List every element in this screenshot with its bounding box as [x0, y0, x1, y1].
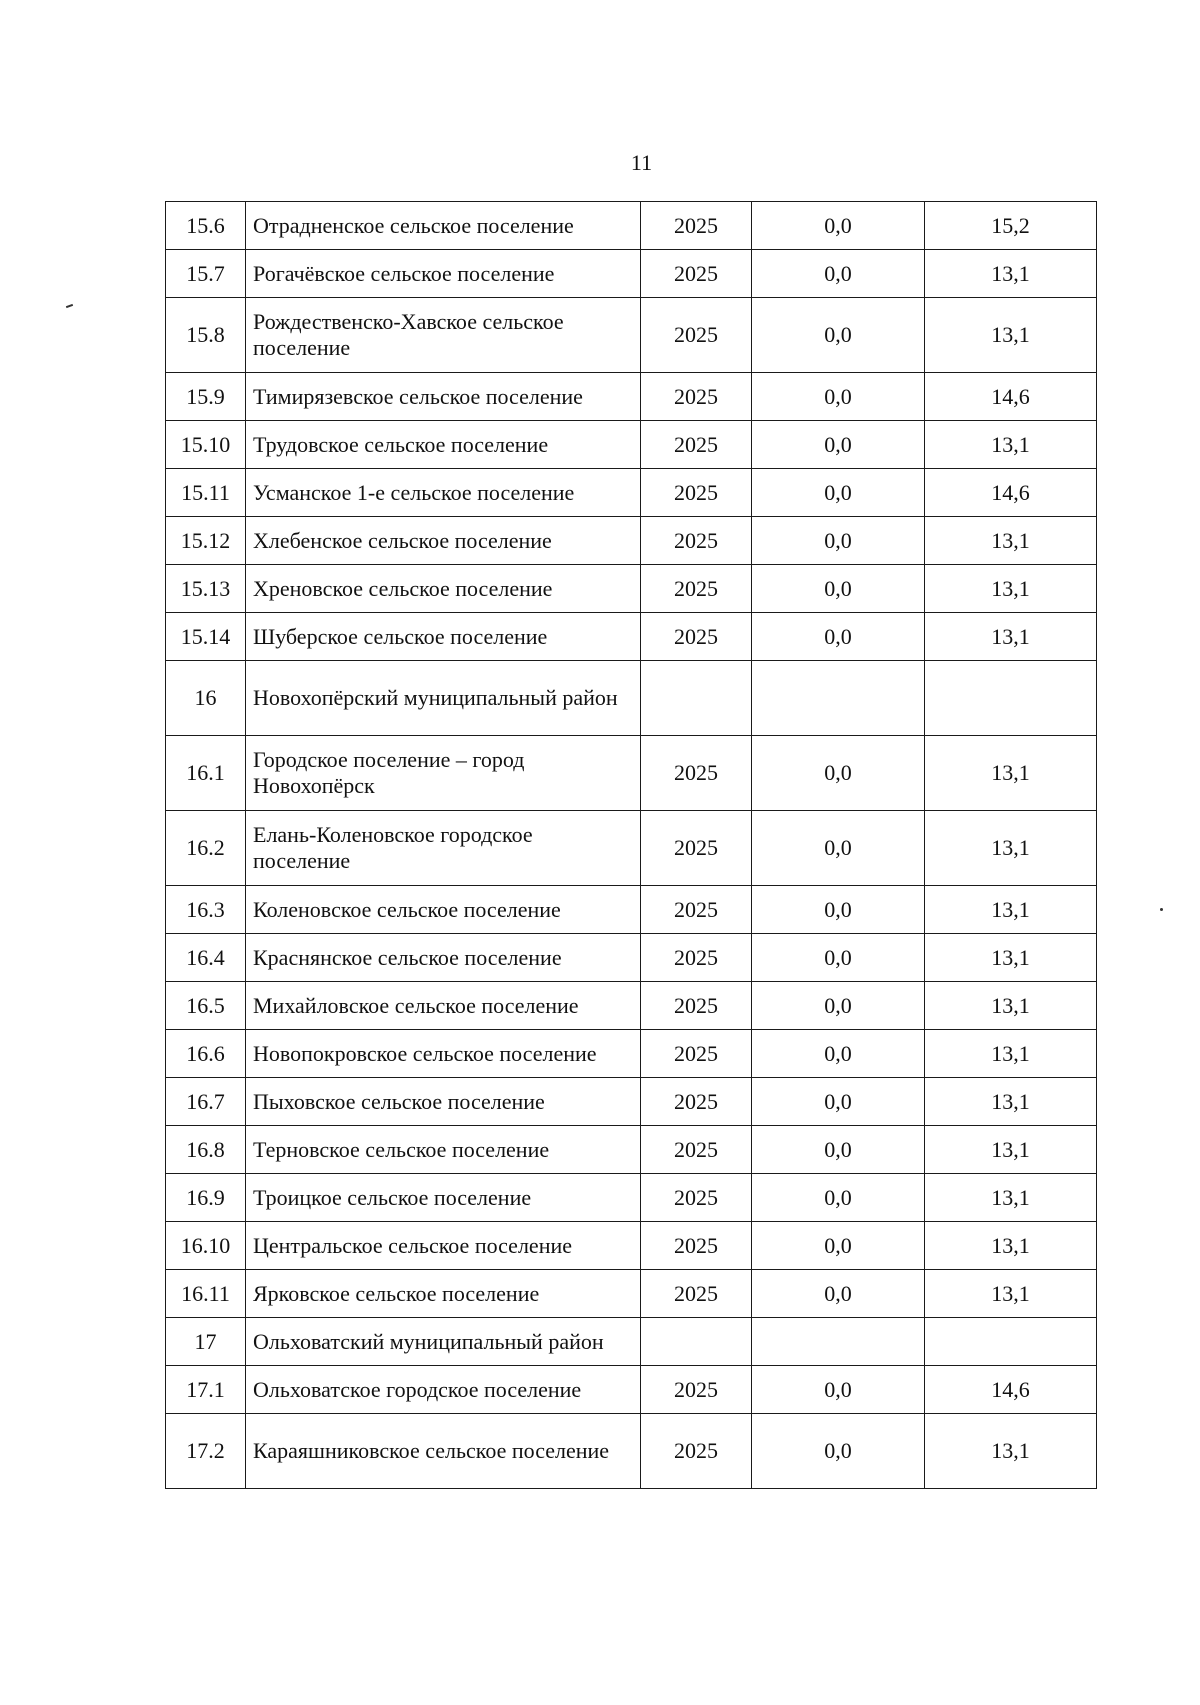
year-cell: 2025 — [641, 202, 752, 250]
scan-mark-right — [1160, 908, 1163, 911]
year-cell: 2025 — [641, 517, 752, 565]
year-cell: 2025 — [641, 1366, 752, 1414]
year-cell: 2025 — [641, 886, 752, 934]
table-row — [166, 517, 1097, 565]
year-cell: 2025 — [641, 736, 752, 811]
settlement-name-cell: Усманское 1-е сельское поселение — [246, 469, 641, 517]
settlement-name-cell: Ольховатский муниципальный район — [246, 1318, 641, 1366]
value-1-cell: 0,0 — [752, 298, 925, 373]
row-number-cell: 15.6 — [166, 202, 246, 250]
value-2-cell — [925, 1318, 1097, 1366]
row-number-cell: 15.12 — [166, 517, 246, 565]
row-number-cell: 15.11 — [166, 469, 246, 517]
settlement-name-cell: Тимирязевское сельское поселение — [246, 373, 641, 421]
table-row — [166, 1126, 1097, 1174]
year-cell: 2025 — [641, 934, 752, 982]
table-row — [166, 373, 1097, 421]
value-2-cell: 13,1 — [925, 934, 1097, 982]
value-2-cell: 13,1 — [925, 1030, 1097, 1078]
year-cell: 2025 — [641, 1030, 752, 1078]
year-cell: 2025 — [641, 1222, 752, 1270]
year-cell: 2025 — [641, 811, 752, 886]
row-number-cell: 15.14 — [166, 613, 246, 661]
row-number-cell: 16.5 — [166, 982, 246, 1030]
value-1-cell: 0,0 — [752, 736, 925, 811]
value-1-cell: 0,0 — [752, 1030, 925, 1078]
row-number-cell: 17 — [166, 1318, 246, 1366]
table-row — [166, 250, 1097, 298]
value-2-cell: 13,1 — [925, 421, 1097, 469]
settlement-name-cell: Рогачёвское сельское поселение — [246, 250, 641, 298]
value-1-cell: 0,0 — [752, 517, 925, 565]
year-cell: 2025 — [641, 1078, 752, 1126]
value-1-cell: 0,0 — [752, 250, 925, 298]
settlement-name-cell: Коленовское сельское поселение — [246, 886, 641, 934]
row-number-cell: 16.8 — [166, 1126, 246, 1174]
year-cell: 2025 — [641, 613, 752, 661]
table-row — [166, 982, 1097, 1030]
settlement-name-cell: Рождественско-Хавское сельское поселение — [246, 298, 641, 373]
table-row — [166, 613, 1097, 661]
value-1-cell: 0,0 — [752, 1174, 925, 1222]
row-number-cell: 15.10 — [166, 421, 246, 469]
value-1-cell: 0,0 — [752, 886, 925, 934]
year-cell: 2025 — [641, 982, 752, 1030]
table-row — [166, 565, 1097, 613]
year-cell: 2025 — [641, 373, 752, 421]
table-row — [166, 1222, 1097, 1270]
settlement-name-cell: Шуберское сельское поселение — [246, 613, 641, 661]
value-2-cell: 13,1 — [925, 517, 1097, 565]
settlement-name-cell: Новопокровское сельское поселение — [246, 1030, 641, 1078]
value-1-cell: 0,0 — [752, 1270, 925, 1318]
value-2-cell — [925, 661, 1097, 736]
year-cell: 2025 — [641, 421, 752, 469]
row-number-cell: 15.7 — [166, 250, 246, 298]
settlement-name-cell: Караяшниковское сельское поселение — [246, 1414, 641, 1489]
row-number-cell: 16.6 — [166, 1030, 246, 1078]
row-number-cell: 17.2 — [166, 1414, 246, 1489]
settlement-name-cell: Хреновское сельское поселение — [246, 565, 641, 613]
table-row — [166, 1318, 1097, 1366]
settlement-name-cell: Трудовское сельское поселение — [246, 421, 641, 469]
table-row — [166, 1174, 1097, 1222]
value-2-cell: 13,1 — [925, 886, 1097, 934]
settlement-name-cell: Новохопёрский муниципальный район — [246, 661, 641, 736]
settlement-name-cell: Городское поселение – город Новохопёрск — [246, 736, 641, 811]
year-cell: 2025 — [641, 1414, 752, 1489]
row-number-cell: 16.10 — [166, 1222, 246, 1270]
table-row — [166, 934, 1097, 982]
year-cell: 2025 — [641, 1126, 752, 1174]
settlement-name-cell: Елань-Коленовское городское поселение — [246, 811, 641, 886]
table-row — [166, 202, 1097, 250]
value-2-cell: 13,1 — [925, 1126, 1097, 1174]
settlement-name-cell: Троицкое сельское поселение — [246, 1174, 641, 1222]
row-number-cell: 16.4 — [166, 934, 246, 982]
value-1-cell: 0,0 — [752, 373, 925, 421]
value-1-cell: 0,0 — [752, 1078, 925, 1126]
value-1-cell — [752, 1318, 925, 1366]
table-row — [166, 1366, 1097, 1414]
table-row — [166, 1030, 1097, 1078]
row-number-cell: 17.1 — [166, 1366, 246, 1414]
value-2-cell: 14,6 — [925, 469, 1097, 517]
settlement-name-cell: Хлебенское сельское поселение — [246, 517, 641, 565]
value-1-cell: 0,0 — [752, 934, 925, 982]
value-2-cell: 13,1 — [925, 1270, 1097, 1318]
row-number-cell: 15.9 — [166, 373, 246, 421]
row-number-cell: 16.2 — [166, 811, 246, 886]
value-1-cell: 0,0 — [752, 811, 925, 886]
settlement-name-cell: Ольховатское городское поселение — [246, 1366, 641, 1414]
value-2-cell: 13,1 — [925, 1414, 1097, 1489]
table-row — [166, 886, 1097, 934]
table-row — [166, 1270, 1097, 1318]
table-row — [166, 811, 1097, 886]
settlement-name-cell: Краснянское сельское поселение — [246, 934, 641, 982]
row-number-cell: 16.1 — [166, 736, 246, 811]
value-2-cell: 13,1 — [925, 1174, 1097, 1222]
settlement-name-cell: Отрадненское сельское поселение — [246, 202, 641, 250]
value-2-cell: 13,1 — [925, 982, 1097, 1030]
table-row — [166, 421, 1097, 469]
value-2-cell: 14,6 — [925, 373, 1097, 421]
row-number-cell: 16.11 — [166, 1270, 246, 1318]
value-2-cell: 13,1 — [925, 811, 1097, 886]
value-2-cell: 13,1 — [925, 1078, 1097, 1126]
value-2-cell: 14,6 — [925, 1366, 1097, 1414]
settlement-name-cell: Центральское сельское поселение — [246, 1222, 641, 1270]
table-row — [166, 736, 1097, 811]
table-row — [166, 661, 1097, 736]
year-cell: 2025 — [641, 1270, 752, 1318]
value-2-cell: 13,1 — [925, 298, 1097, 373]
year-cell: 2025 — [641, 1174, 752, 1222]
scan-mark-left — [66, 304, 73, 308]
value-1-cell: 0,0 — [752, 469, 925, 517]
settlement-name-cell: Пыховское сельское поселение — [246, 1078, 641, 1126]
value-1-cell: 0,0 — [752, 613, 925, 661]
settlement-name-cell: Михайловское сельское поселение — [246, 982, 641, 1030]
year-cell: 2025 — [641, 298, 752, 373]
value-1-cell: 0,0 — [752, 1126, 925, 1174]
value-1-cell: 0,0 — [752, 1414, 925, 1489]
year-cell: 2025 — [641, 250, 752, 298]
row-number-cell: 16 — [166, 661, 246, 736]
row-number-cell: 16.3 — [166, 886, 246, 934]
year-cell: 2025 — [641, 565, 752, 613]
settlement-name-cell: Терновское сельское поселение — [246, 1126, 641, 1174]
row-number-cell: 15.8 — [166, 298, 246, 373]
value-1-cell: 0,0 — [752, 421, 925, 469]
year-cell: 2025 — [641, 469, 752, 517]
value-1-cell: 0,0 — [752, 1222, 925, 1270]
row-number-cell: 15.13 — [166, 565, 246, 613]
value-1-cell: 0,0 — [752, 202, 925, 250]
value-1-cell — [752, 661, 925, 736]
table-row — [166, 469, 1097, 517]
settlement-name-cell: Ярковское сельское поселение — [246, 1270, 641, 1318]
value-2-cell: 13,1 — [925, 565, 1097, 613]
value-1-cell: 0,0 — [752, 565, 925, 613]
value-2-cell: 13,1 — [925, 613, 1097, 661]
table-row — [166, 1078, 1097, 1126]
year-cell — [641, 1318, 752, 1366]
table-row — [166, 1414, 1097, 1489]
table-body — [166, 202, 1097, 1489]
value-2-cell: 13,1 — [925, 1222, 1097, 1270]
data-table — [165, 201, 1097, 1489]
value-2-cell: 13,1 — [925, 736, 1097, 811]
value-2-cell: 13,1 — [925, 250, 1097, 298]
value-2-cell: 15,2 — [925, 202, 1097, 250]
table-row — [166, 298, 1097, 373]
row-number-cell: 16.9 — [166, 1174, 246, 1222]
value-1-cell: 0,0 — [752, 982, 925, 1030]
row-number-cell: 16.7 — [166, 1078, 246, 1126]
page-number: 11 — [630, 150, 653, 175]
year-cell — [641, 661, 752, 736]
value-1-cell: 0,0 — [752, 1366, 925, 1414]
